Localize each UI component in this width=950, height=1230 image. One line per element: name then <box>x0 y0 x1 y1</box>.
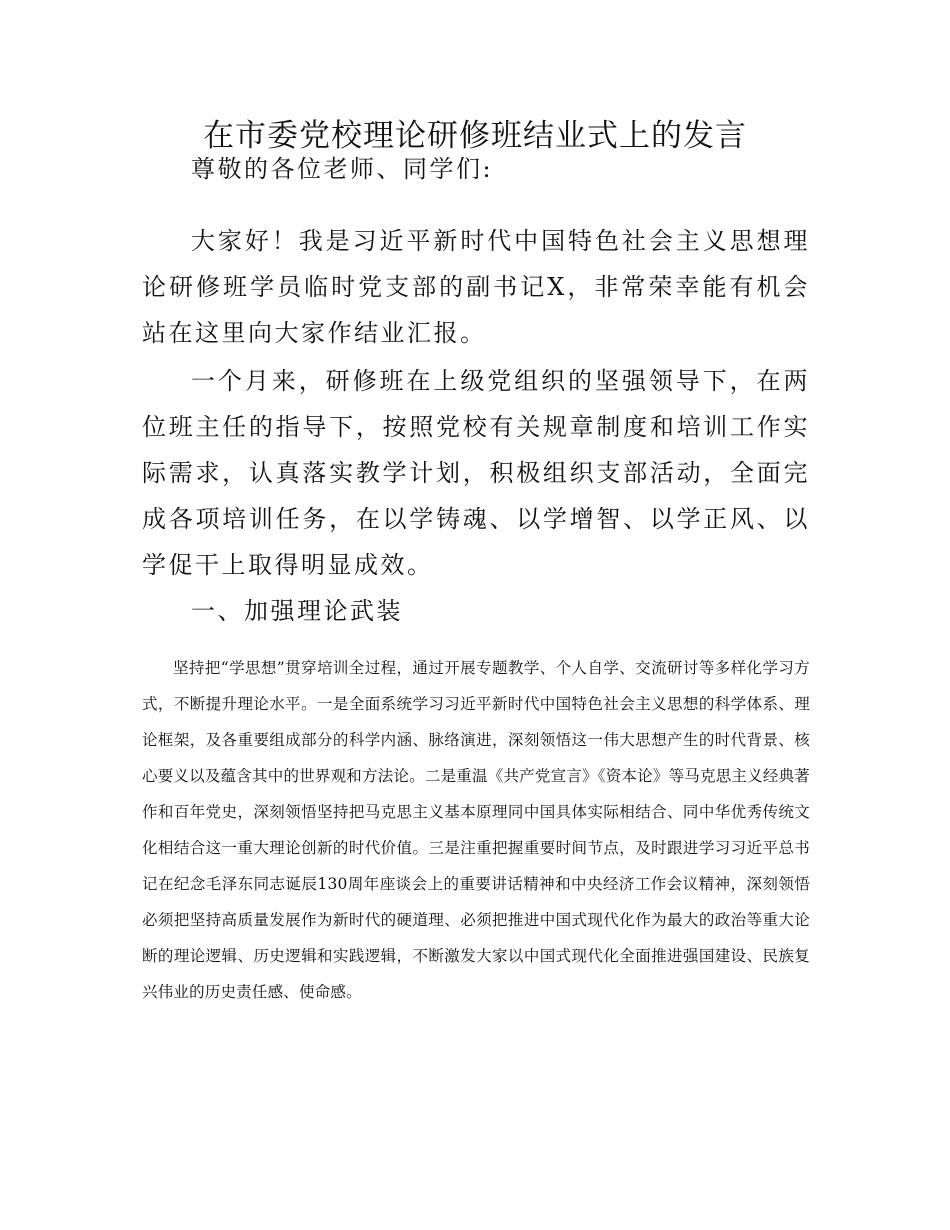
section-body: 坚持把“学思想”贯穿培训全过程，通过开展专题教学、个人自学、交流研讨等多样化学习方式，不断提升理论水平。一是全面系统学习习近平新时代中国特色社会主义思想的科学体系、理论框架，及各重要组成部分的科学内涵、脉络演进，深刻领悟这一伟大思想产生的时代背景、核心要义以及蕴含其中的世界观和方法论。二是重温《共产党宣言》《资本论》等马克思主义经典著作和百年党史，深刻领悟坚持把马克思主义基本原理同中国具体实际相结合、同中华优秀传统文化相结合这一重大理论创新的时代价值。三是注重把握重要时间节点，及时跟进学习习近平总书记在纪念毛泽东同志诞辰130周年座谈会上的重要讲话精神和中央经济工作会议精神，深刻领悟必须把坚持高质量发展作为新时代的硬道理、必须把推进中国式现代化作为最大的政治等重大论断的理论逻辑、历史逻辑和实践逻辑，不断激发大家以中国式现代化全面推进强国建设、民族复兴伟业的历史责任感、使命感。 <box>142 659 810 1001</box>
paragraph-opening: 大家好！我是习近平新时代中国特色社会主义思想理论研修班学员临时党支部的副书记X，非常荣幸能有机会站在这里向大家作结业汇报。 <box>142 227 810 347</box>
document-title: 在市委党校理论研修班结业式上的发言 <box>203 118 747 154</box>
paragraph-summary: 一个月来，研修班在上级党组织的坚强领导下，在两位班主任的指导下，按照党校有关规章制度和培训工作实际需求，认真落实教学计划，积极组织支部活动，全面完成各项培训任务，在以学铸魂、以学增智、以学正风、以学促干上取得明显成效。 <box>142 367 810 579</box>
section-heading: 一、加强理论武装 <box>191 597 403 625</box>
greeting: 尊敬的各位老师、同学们: <box>191 155 494 183</box>
